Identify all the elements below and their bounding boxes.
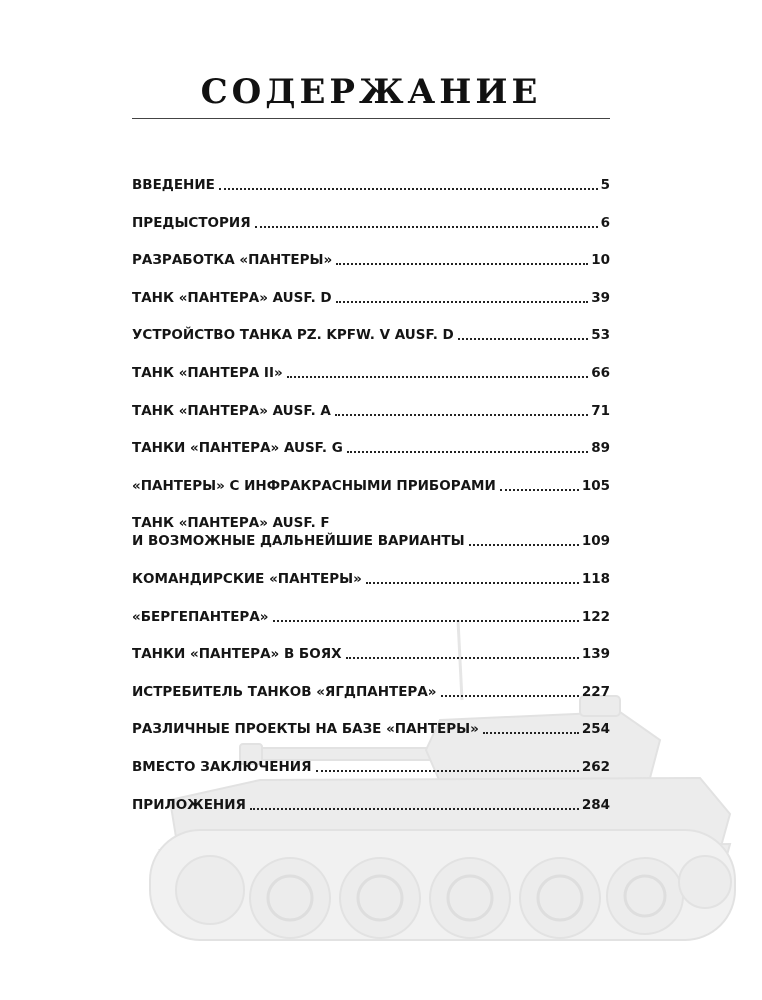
toc-entry-title: ТАНК «ПАНТЕРА II» <box>132 364 283 381</box>
toc-entry <box>132 720 610 738</box>
dot-leader <box>336 263 588 265</box>
toc-entry-title: ТАНКИ «ПАНТЕРА» AUSF. G <box>132 440 343 457</box>
dot-leader <box>458 338 588 340</box>
toc-entry <box>132 570 610 588</box>
toc-entry-title: ТАНКИ «ПАНТЕРА» В БОЯХ <box>132 646 342 663</box>
toc-entry-title: ВМЕСТО ЗАКЛЮЧЕНИЯ <box>132 758 312 775</box>
toc-page-number: 66 <box>591 364 610 381</box>
dot-leader <box>346 657 579 659</box>
toc-entry <box>132 796 610 814</box>
toc-entry-title: РАЗЛИЧНЫЕ ПРОЕКТЫ НА БАЗЕ «ПАНТЕРЫ» <box>132 721 479 738</box>
toc-entry <box>132 289 610 307</box>
toc-entry-title-line1: ТАНК «ПАНТЕРА» AUSF. F <box>132 515 330 532</box>
toc-page-number: 227 <box>581 683 610 700</box>
toc-entry-title: КОМАНДИРСКИЕ «ПАНТЕРЫ» <box>132 570 362 587</box>
dot-leader <box>335 414 588 416</box>
dot-leader <box>347 451 588 453</box>
dot-leader <box>366 582 579 584</box>
toc-page-number: 6 <box>600 214 610 231</box>
toc-entry-title: ПРИЛОЖЕНИЯ <box>132 796 246 813</box>
toc-entry <box>132 214 610 232</box>
toc-entry <box>132 439 610 457</box>
toc-page-number: 10 <box>591 252 610 269</box>
toc-entry <box>132 176 610 194</box>
toc-page-number: 5 <box>600 177 610 193</box>
toc-page-number: 39 <box>591 289 610 306</box>
toc-entry <box>132 251 610 269</box>
toc-entry-title-line2: И ВОЗМОЖНЫЕ ДАЛЬНЕЙШИЕ ВАРИАНТЫ <box>132 533 465 550</box>
dot-leader <box>287 376 589 378</box>
toc-entry-title: ПРЕДЫСТОРИЯ <box>132 214 251 231</box>
title-divider <box>132 118 610 119</box>
toc-page-number: 254 <box>581 721 610 738</box>
toc-entry-title <box>132 514 465 550</box>
toc-entry-title: ТАНК «ПАНТЕРА» AUSF. A <box>132 402 331 419</box>
toc-page-number: 53 <box>591 327 610 344</box>
toc-entry-title: РАЗРАБОТКА «ПАНТЕРЫ» <box>132 252 333 269</box>
toc-entry-title: УСТРОЙСТВО ТАНКА PZ. KPFW. V AUSF. D <box>132 327 454 344</box>
dot-leader <box>255 226 598 228</box>
dot-leader <box>250 808 579 810</box>
toc-entry-title: «БЕРГЕПАНТЕРА» <box>132 608 269 625</box>
toc-page-number: 109 <box>581 533 610 550</box>
toc-page-number: 262 <box>581 758 610 775</box>
dot-leader <box>316 770 579 772</box>
toc-entry-title: ТАНК «ПАНТЕРА» AUSF. D <box>132 289 332 306</box>
toc-page-number: 118 <box>581 570 610 587</box>
toc-entry <box>132 477 610 495</box>
dot-leader <box>500 489 579 491</box>
toc-entry <box>132 683 610 701</box>
toc-entry <box>132 758 610 776</box>
table-of-contents <box>132 176 610 833</box>
dot-leader <box>441 695 579 697</box>
toc-page-number: 139 <box>581 646 610 663</box>
toc-entry <box>132 645 610 663</box>
toc-page-number: 122 <box>581 608 610 625</box>
toc-entry <box>132 402 610 420</box>
toc-entry <box>132 514 610 550</box>
toc-page-number: 105 <box>581 477 610 494</box>
dot-leader <box>219 188 598 190</box>
toc-entry <box>132 326 610 344</box>
page-title: СОДЕРЖАНИЕ <box>200 72 542 112</box>
toc-page-number: 89 <box>591 440 610 457</box>
toc-page-number: 71 <box>591 402 610 419</box>
dot-leader <box>336 301 589 303</box>
toc-entry <box>132 364 610 382</box>
dot-leader <box>273 620 579 622</box>
dot-leader <box>483 732 579 734</box>
toc-entry-title: ИСТРЕБИТЕЛЬ ТАНКОВ «ЯГДПАНТЕРА» <box>132 683 437 700</box>
toc-entry <box>132 608 610 626</box>
toc-page-number: 284 <box>581 796 610 813</box>
toc-entry-title: ВВЕДЕНИЕ <box>132 177 215 193</box>
toc-entry-title: «ПАНТЕРЫ» С ИНФРАКРАСНЫМИ ПРИБОРАМИ <box>132 477 496 494</box>
dot-leader <box>469 544 579 546</box>
